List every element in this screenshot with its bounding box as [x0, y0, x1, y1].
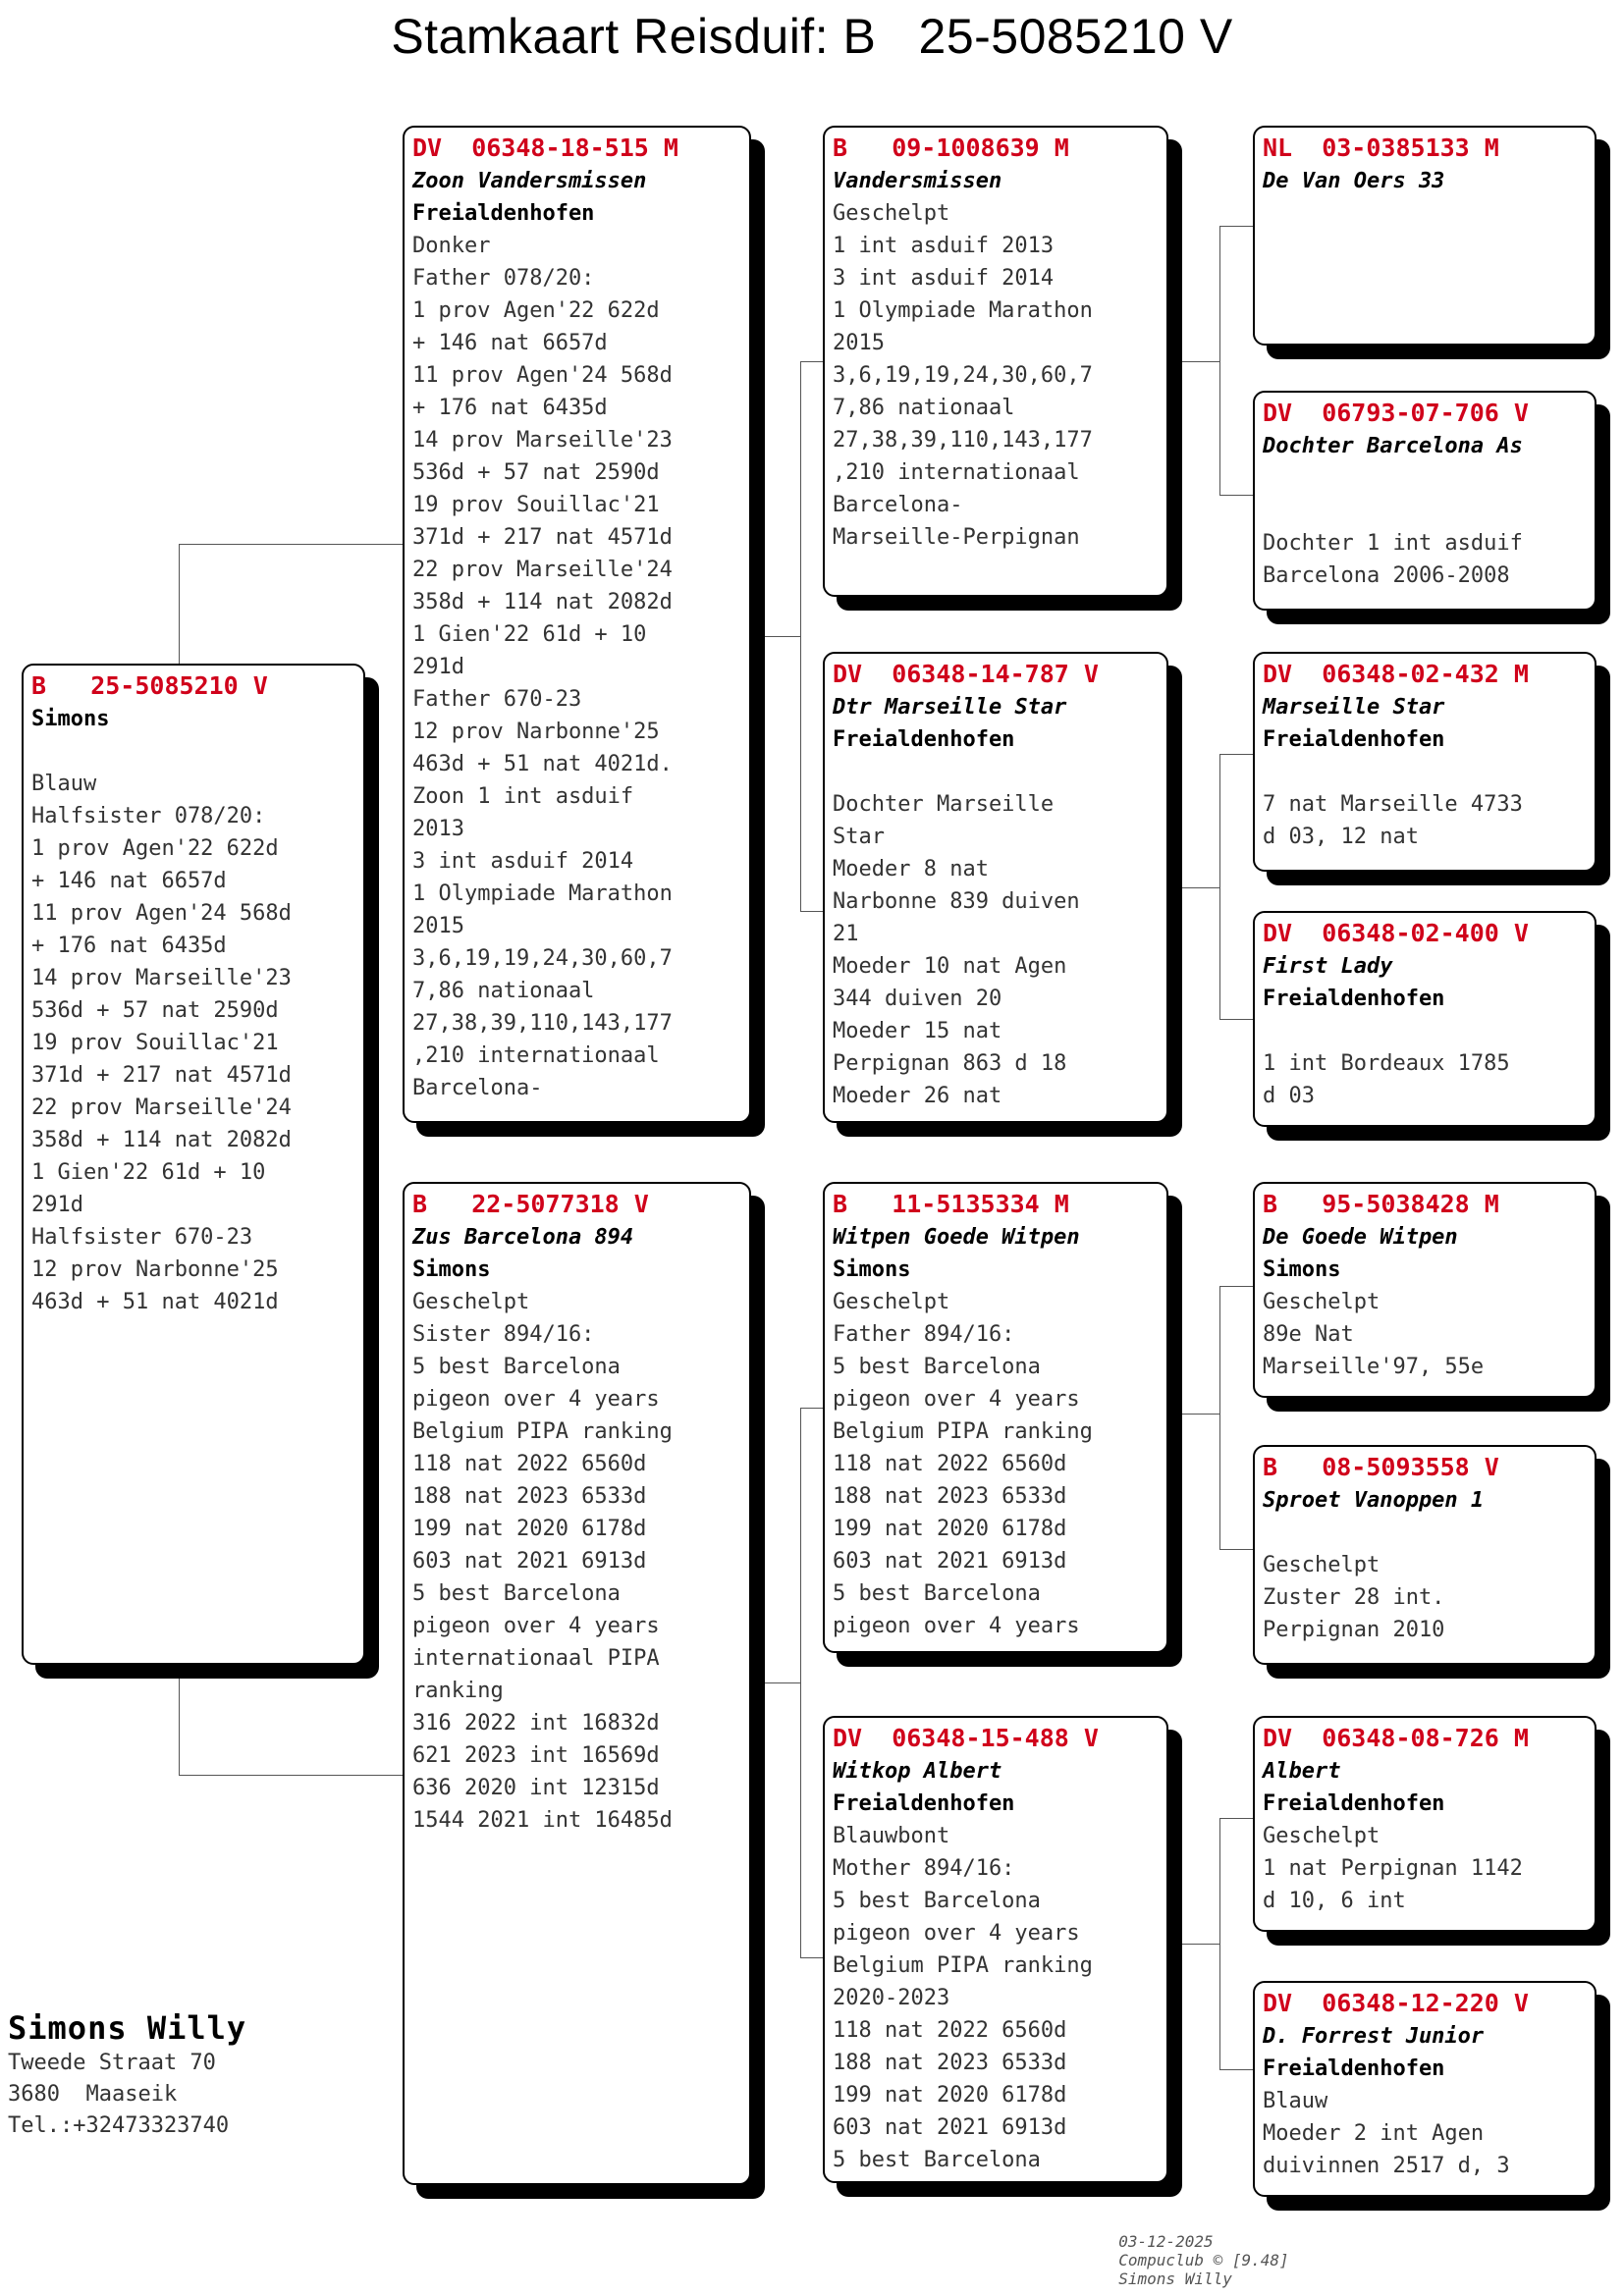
card-ff-father[interactable]: [1253, 126, 1597, 346]
info-line: ranking: [412, 1679, 504, 1703]
info-line: Zoon 1 int asduif: [412, 784, 634, 809]
info-line: 7 nat Marseille 4733: [1263, 792, 1523, 817]
connector-line: [800, 361, 801, 911]
connector-line: [756, 1682, 800, 1683]
ring-number: B 25-5085210 V: [31, 671, 268, 700]
pigeon-name: Zus Barcelona 894: [412, 1225, 634, 1250]
loft-name: Freialdenhofen: [833, 727, 1015, 752]
card-father-mother[interactable]: [823, 652, 1168, 1123]
connector-line: [756, 636, 800, 637]
info-line: 358d + 114 nat 2082d: [412, 590, 673, 614]
info-line: 371d + 217 nat 4571d: [31, 1063, 292, 1088]
info-line: 22 prov Marseille'24: [31, 1095, 292, 1120]
info-line: 1 Olympiade Marathon: [412, 881, 673, 906]
ring-number: DV 06793-07-706 V: [1263, 399, 1529, 427]
info-line: 3 int asduif 2014: [833, 266, 1055, 291]
loft-name: Freialdenhofen: [1263, 727, 1445, 752]
connector-line: [1219, 1818, 1257, 1819]
info-line: [31, 735, 355, 768]
connector-line: [1219, 1818, 1220, 2069]
info-line: Barcelona-: [412, 1076, 543, 1100]
info-line: 1 int asduif 2013: [833, 234, 1055, 258]
owner-block: [8, 2008, 246, 2142]
info-line: Blauw: [31, 772, 97, 796]
info-line: 22 prov Marseille'24: [412, 558, 673, 582]
info-line: ,210 internationaal: [833, 460, 1080, 485]
card-fm-father[interactable]: [1253, 652, 1597, 872]
info-line: Geschelpt: [833, 201, 950, 226]
info-line: 291d: [412, 655, 464, 679]
card-mm-mother[interactable]: [1253, 1981, 1597, 2197]
footer-software: Compuclub © [9.48]: [1118, 2251, 1289, 2269]
pigeon-name: Marseille Star: [1263, 695, 1445, 720]
pigeon-name: De Goede Witpen: [1263, 1225, 1458, 1250]
info-line: 11 prov Agen'24 568d: [412, 363, 673, 388]
info-line: 316 2022 int 16832d: [412, 1711, 660, 1735]
ring-number: NL 03-0385133 M: [1263, 133, 1499, 162]
connector-line: [1219, 2069, 1257, 2070]
info-line: 5 best Barcelona: [412, 1355, 621, 1379]
info-line: Moeder 10 nat Agen: [833, 954, 1067, 979]
ring-number: DV 06348-12-220 V: [1263, 1989, 1529, 2017]
info-line: 5 best Barcelona: [412, 1581, 621, 1606]
connector-line: [179, 1775, 407, 1776]
info-line: 3 int asduif 2014: [412, 849, 634, 874]
info-line: 3,6,19,19,24,30,60,7: [833, 363, 1093, 388]
info-line: + 176 nat 6435d: [31, 934, 227, 958]
loft-name: Freialdenhofen: [1263, 2056, 1445, 2081]
info-line: Halfsister 670-23: [31, 1225, 253, 1250]
loft-name: Freialdenhofen: [833, 1791, 1015, 1816]
info-line: Zuster 28 int.: [1263, 1585, 1445, 1610]
info-line: + 146 nat 6657d: [412, 331, 608, 355]
info-line: 1 prov Agen'22 622d: [412, 298, 660, 323]
info-line: Barcelona 2006-2008: [1263, 563, 1510, 588]
loft-name: Simons: [1263, 1257, 1341, 1282]
info-line: Halfsister 078/20:: [31, 804, 266, 828]
pigeon-name: Dochter Barcelona As: [1263, 434, 1523, 458]
loft-name: Simons: [833, 1257, 911, 1282]
card-father-father[interactable]: [823, 126, 1168, 597]
pigeon-name: De Van Oers 33: [1263, 169, 1445, 193]
info-line: pigeon over 4 years: [833, 1921, 1080, 1946]
info-line: 5 best Barcelona: [833, 1889, 1041, 1913]
connector-line: [1219, 1549, 1257, 1550]
info-line: 603 nat 2021 6913d: [412, 1549, 647, 1574]
info-line: Perpignan 863 d 18: [833, 1051, 1067, 1076]
title-prefix: Stamkaart Reisduif:: [391, 9, 830, 64]
info-line: [1263, 462, 1587, 495]
info-line: Moeder 26 nat: [833, 1084, 1002, 1108]
connector-line: [1178, 887, 1219, 888]
owner-phone: Tel.:+32473323740: [8, 2113, 230, 2138]
footer: [1100, 2214, 1319, 2288]
loft-name: Freialdenhofen: [412, 201, 595, 226]
ring-number: DV 06348-18-515 M: [412, 133, 678, 162]
footer-user: Simons Willy: [1118, 2269, 1232, 2288]
info-line: 27,38,39,110,143,177: [833, 428, 1093, 453]
info-line: Narbonne 839 duiven: [833, 889, 1080, 914]
info-line: 2015: [412, 914, 464, 938]
page-title: [0, 8, 1624, 65]
pigeon-name: D. Forrest Junior: [1263, 2024, 1485, 2049]
pigeon-name: Sproet Vanoppen 1: [1263, 1488, 1485, 1513]
info-line: 7,86 nationaal: [412, 979, 595, 1003]
info-line: 19 prov Souillac'21: [31, 1031, 279, 1055]
connector-line: [1219, 754, 1220, 1019]
info-line: Blauwbont: [833, 1824, 950, 1848]
loft-name: Freialdenhofen: [1263, 1791, 1445, 1816]
info-line: Belgium PIPA ranking: [833, 1953, 1093, 1978]
connector-line: [1178, 1414, 1219, 1415]
ring-number: B 09-1008639 M: [833, 133, 1069, 162]
info-line: pigeon over 4 years: [833, 1387, 1080, 1412]
info-line: Belgium PIPA ranking: [412, 1419, 673, 1444]
ring-number: DV 06348-15-488 V: [833, 1724, 1099, 1752]
info-line: Geschelpt: [1263, 1553, 1380, 1577]
info-line: 344 duiven 20: [833, 987, 1002, 1011]
connector-line: [1219, 226, 1257, 227]
info-line: Star: [833, 825, 885, 849]
card-father[interactable]: [403, 126, 751, 1123]
info-line: Marseille-Perpignan: [833, 525, 1080, 550]
info-line: 19 prov Souillac'21: [412, 493, 660, 517]
info-line: 188 nat 2023 6533d: [412, 1484, 647, 1509]
pigeon-name: Vandersmissen: [833, 169, 1002, 193]
ring-number: B 22-5077318 V: [412, 1190, 649, 1218]
info-line: 621 2023 int 16569d: [412, 1743, 660, 1768]
loft-name: Simons: [31, 707, 110, 731]
info-line: 1 Gien'22 61d + 10: [412, 622, 647, 647]
connector-line: [1219, 495, 1257, 496]
info-line: internationaal PIPA: [412, 1646, 660, 1671]
info-line: Dochter 1 int asduif: [1263, 531, 1523, 556]
info-line: 12 prov Narbonne'25: [412, 720, 660, 744]
info-line: 603 nat 2021 6913d: [833, 2115, 1067, 2140]
info-line: 536d + 57 nat 2590d: [412, 460, 660, 485]
connector-line: [179, 544, 407, 545]
info-line: 89e Nat: [1263, 1322, 1354, 1347]
info-line: d 10, 6 int: [1263, 1889, 1406, 1913]
info-line: Perpignan 2010: [1263, 1618, 1445, 1642]
pigeon-name: Zoon Vandersmissen: [412, 169, 647, 193]
info-line: [1263, 756, 1587, 788]
pigeon-name: First Lady: [1263, 954, 1393, 979]
info-line: 21: [833, 922, 859, 946]
info-line: d 03, 12 nat: [1263, 825, 1419, 849]
info-line: 199 nat 2020 6178d: [833, 1517, 1067, 1541]
info-line: 636 2020 int 12315d: [412, 1776, 660, 1800]
info-line: [1263, 1015, 1587, 1047]
info-line: 11 prov Agen'24 568d: [31, 901, 292, 926]
pigeon-name: Witkop Albert: [833, 1759, 1002, 1784]
pigeon-name: Albert: [1263, 1759, 1341, 1784]
info-line: pigeon over 4 years: [412, 1614, 660, 1638]
ring-number: DV 06348-08-726 M: [1263, 1724, 1529, 1752]
info-line: 199 nat 2020 6178d: [412, 1517, 647, 1541]
info-line: [833, 756, 1159, 788]
ring-number: B 95-5038428 M: [1263, 1190, 1499, 1218]
footer-date: 03-12-2025: [1118, 2232, 1214, 2251]
info-line: 188 nat 2023 6533d: [833, 2051, 1067, 2075]
card-fm-mother[interactable]: [1253, 911, 1597, 1127]
info-line: Geschelpt: [833, 1290, 950, 1314]
info-line: Moeder 8 nat: [833, 857, 989, 881]
title-ring: B 25-5085210 V: [842, 9, 1233, 64]
info-line: 3,6,19,19,24,30,60,7: [412, 946, 673, 971]
info-line: Dochter Marseille: [833, 792, 1055, 817]
info-line: pigeon over 4 years: [833, 1614, 1080, 1638]
info-line: 2015: [833, 331, 885, 355]
connector-line: [800, 1408, 801, 1957]
connector-line: [1219, 1286, 1257, 1287]
ring-number: DV 06348-14-787 V: [833, 660, 1099, 688]
info-line: 5 best Barcelona: [833, 2148, 1041, 2172]
connector-line: [1219, 1286, 1220, 1549]
connector-line: [179, 544, 180, 666]
info-line: 1 nat Perpignan 1142: [1263, 1856, 1523, 1881]
info-line: Geschelpt: [1263, 1824, 1380, 1848]
info-line: Belgium PIPA ranking: [833, 1419, 1093, 1444]
info-line: 603 nat 2021 6913d: [833, 1549, 1067, 1574]
info-line: 291d: [31, 1193, 83, 1217]
info-line: Geschelpt: [412, 1290, 530, 1314]
info-line: 1 prov Agen'22 622d: [31, 836, 279, 861]
info-line: Moeder 2 int Agen: [1263, 2121, 1485, 2146]
loft-name: Simons: [412, 1257, 491, 1282]
card-mf-mother[interactable]: [1253, 1445, 1597, 1665]
card-mm-father[interactable]: [1253, 1716, 1597, 1932]
connector-line: [1219, 754, 1257, 755]
info-line: 188 nat 2023 6533d: [833, 1484, 1067, 1509]
info-line: 463d + 51 nat 4021d.: [412, 752, 673, 776]
info-line: 1 int Bordeaux 1785: [1263, 1051, 1510, 1076]
info-line: + 176 nat 6435d: [412, 396, 608, 420]
info-line: ,210 internationaal: [412, 1043, 660, 1068]
info-line: 118 nat 2022 6560d: [833, 1452, 1067, 1476]
info-line: duivinnen 2517 d, 3: [1263, 2154, 1510, 2178]
info-line: 358d + 114 nat 2082d: [31, 1128, 292, 1152]
info-line: Father 670-23: [412, 687, 582, 712]
info-line: Marseille'97, 55e: [1263, 1355, 1485, 1379]
owner-address: Tweede Straat 70: [8, 2051, 216, 2075]
info-line: 14 prov Marseille'23: [31, 966, 292, 990]
pigeon-name: Witpen Goede Witpen: [833, 1225, 1080, 1250]
info-line: Donker: [412, 234, 491, 258]
connector-line: [1219, 1019, 1257, 1020]
info-line: 536d + 57 nat 2590d: [31, 998, 279, 1023]
info-line: pigeon over 4 years: [412, 1387, 660, 1412]
info-line: Father 078/20:: [412, 266, 595, 291]
ring-number: DV 06348-02-400 V: [1263, 919, 1529, 947]
info-line: 2020-2023: [833, 1986, 950, 2010]
info-line: 1 Gien'22 61d + 10: [31, 1160, 266, 1185]
info-line: 199 nat 2020 6178d: [833, 2083, 1067, 2108]
info-line: Father 894/16:: [833, 1322, 1015, 1347]
owner-name: Simons Willy: [8, 2009, 247, 2047]
card-mother-mother[interactable]: [823, 1716, 1168, 2183]
card-mf-father[interactable]: [1253, 1182, 1597, 1398]
info-line: Sister 894/16:: [412, 1322, 595, 1347]
loft-name: Freialdenhofen: [1263, 987, 1445, 1011]
info-line: 7,86 nationaal: [833, 396, 1015, 420]
info-line: Mother 894/16:: [833, 1856, 1015, 1881]
info-line: Geschelpt: [1263, 1290, 1380, 1314]
info-line: Blauw: [1263, 2089, 1328, 2113]
info-line: 118 nat 2022 6560d: [412, 1452, 647, 1476]
info-line: 14 prov Marseille'23: [412, 428, 673, 453]
pigeon-name: Dtr Marseille Star: [833, 695, 1067, 720]
info-line: d 03: [1263, 1084, 1315, 1108]
info-line: [1263, 495, 1587, 527]
info-line: + 146 nat 6657d: [31, 869, 227, 893]
connector-line: [179, 1667, 180, 1775]
ring-number: DV 06348-02-432 M: [1263, 660, 1529, 688]
ring-number: B 11-5135334 M: [833, 1190, 1069, 1218]
info-line: 1 Olympiade Marathon: [833, 298, 1093, 323]
info-line: Barcelona-: [833, 493, 963, 517]
connector-line: [1178, 361, 1219, 362]
info-line: 371d + 217 nat 4571d: [412, 525, 673, 550]
info-line: 463d + 51 nat 4021d: [31, 1290, 279, 1314]
info-line: 118 nat 2022 6560d: [833, 2018, 1067, 2043]
connector-line: [1219, 226, 1220, 495]
card-mother-father[interactable]: [823, 1182, 1168, 1653]
connector-line: [1178, 1944, 1219, 1945]
info-line: 2013: [412, 817, 464, 841]
owner-city: 3680 Maaseik: [8, 2082, 178, 2107]
info-line: 5 best Barcelona: [833, 1355, 1041, 1379]
info-line: [1263, 1517, 1587, 1549]
card-subject[interactable]: [22, 664, 365, 1665]
card-mother[interactable]: [403, 1182, 751, 2185]
card-ff-mother[interactable]: [1253, 391, 1597, 611]
info-line: 1544 2021 int 16485d: [412, 1808, 673, 1833]
info-line: Moeder 15 nat: [833, 1019, 1002, 1043]
ring-number: B 08-5093558 V: [1263, 1453, 1499, 1481]
info-line: 27,38,39,110,143,177: [412, 1011, 673, 1036]
info-line: 12 prov Narbonne'25: [31, 1257, 279, 1282]
info-line: 5 best Barcelona: [833, 1581, 1041, 1606]
